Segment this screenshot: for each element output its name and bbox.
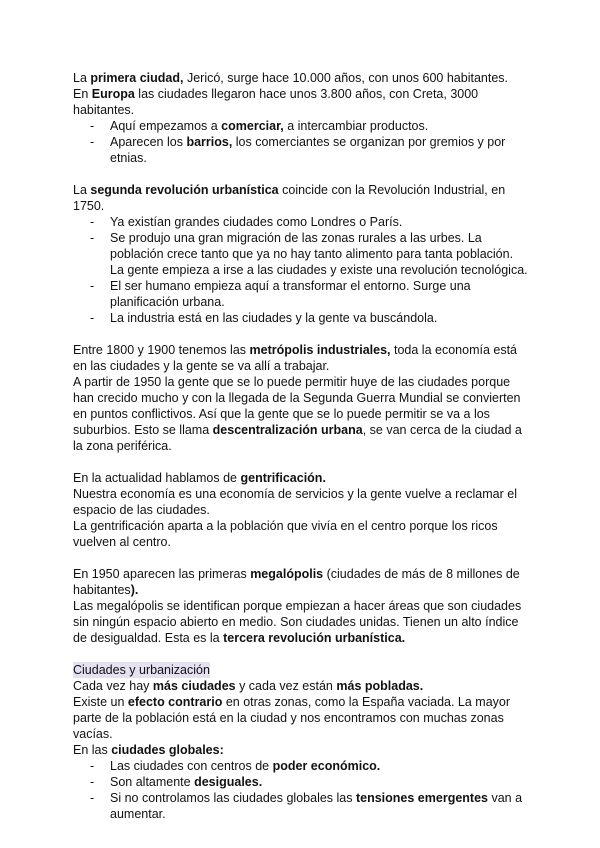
paragraph: A partir de 1950 la gente que se lo puede permitir huye de las ciudades porque han crecido mucho y con la llegada de la Segunda Guerra Mundial se convierten en puntos conflictivos. Así que la gente que se lo puede permitir se va a los suburbios. Esto se llama descentralización urbana, se van cerca de la ciudad a la zona periférica. xyxy=(73,375,522,453)
bullet-list xyxy=(73,758,528,822)
list-item: - La industria está en las ciudades y la gente va buscándola. xyxy=(110,310,528,326)
list-item: - Ya existían grandes ciudades como Londres o París. xyxy=(110,214,528,230)
list-item: - Las ciudades con centros de poder económico. xyxy=(110,758,528,774)
paragraph: Cada vez hay más ciudades y cada vez están más pobladas. xyxy=(73,679,424,693)
paragraph: Entre 1800 y 1900 tenemos las metrópolis industriales, toda la economía está en las ciudades y la gente se va allí a trabajar. xyxy=(73,343,518,373)
paragraph: La gentrificación aparta a la población que vivía en el centro porque los ricos vuelven al centro. xyxy=(73,519,498,549)
list-item: - Son altamente desiguales. xyxy=(110,774,528,790)
paragraph: En las ciudades globales: xyxy=(73,743,224,757)
paragraph: Las megalópolis se identifican porque empiezan a hacer áreas que son ciudades sin ningún espacio abierto en medio. Son ciudades unidas. Tienen un alto índice de desigualdad. Esta es la tercera revolución urbanística. xyxy=(73,599,522,645)
paragraph: En Europa las ciudades llegaron hace unos 3.800 años, con Creta, 3000 habitantes. xyxy=(73,87,479,117)
section-heading: Ciudades y urbanización xyxy=(73,663,210,677)
paragraph: En la actualidad hablamos de gentrificación. xyxy=(73,471,326,485)
list-item: - Se produjo una gran migración de las zonas rurales a las urbes. La población crece tanto que ya no hay tanto alimento para tanta población. La gente empieza a irse a las ciudades y existe una revolución tecnológica. xyxy=(110,230,528,278)
list-item: - Si no controlamos las ciudades globales las tensiones emergentes van a aumentar. xyxy=(110,790,528,822)
list-item: - El ser humano empieza aquí a transformar el entorno. Surge una planificación urbana. xyxy=(110,278,528,310)
paragraph: Nuestra economía es una economía de servicios y la gente vuelve a reclamar el espacio de las ciudades. xyxy=(73,487,517,517)
document-body xyxy=(73,70,528,822)
list-item: - Aquí empezamos a comerciar, a intercambiar productos. xyxy=(110,118,528,134)
paragraph: En 1950 aparecen las primeras megalópolis (ciudades de más de 8 millones de habitantes). xyxy=(73,567,520,597)
paragraph: La segunda revolución urbanística coincide con la Revolución Industrial, en 1750. xyxy=(73,183,506,213)
bullet-list xyxy=(73,214,528,326)
bullet-list xyxy=(73,118,528,166)
paragraph: Existe un efecto contrario en otras zonas, como la España vaciada. La mayor parte de la población está en la ciudad y nos encontramos con muchas zonas vacías. xyxy=(73,695,511,741)
paragraph: La primera ciudad, Jericó, surge hace 10.000 años, con unos 600 habitantes. xyxy=(73,71,509,85)
list-item: - Aparecen los barrios, los comerciantes se organizan por gremios y por etnias. xyxy=(110,134,528,166)
